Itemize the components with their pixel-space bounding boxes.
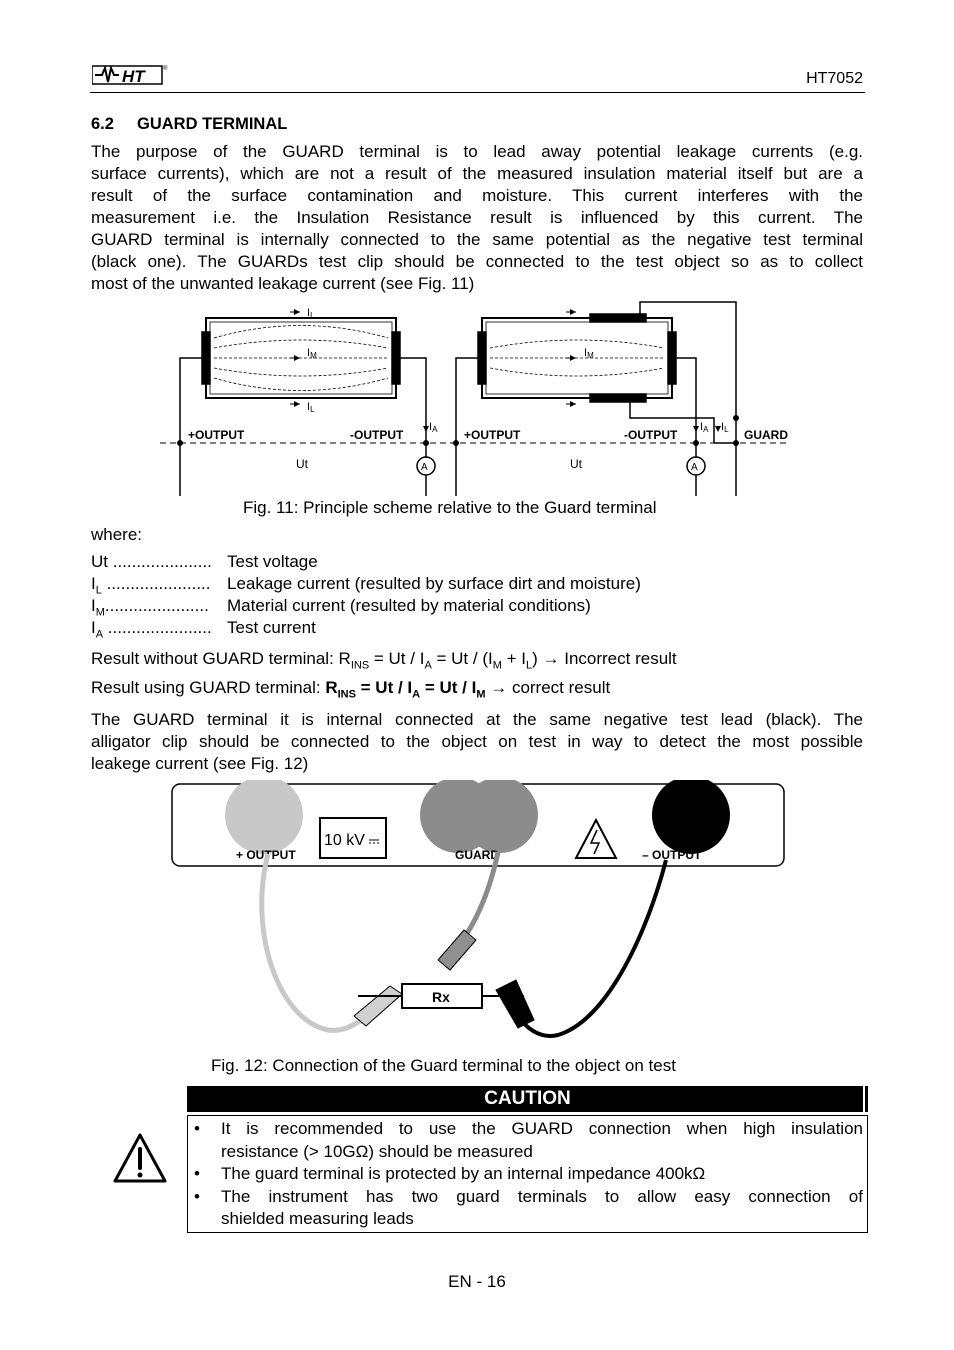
svg-text:+ OUTPUT: + OUTPUT [236,848,296,862]
svg-text:+OUTPUT: +OUTPUT [464,428,521,442]
svg-text:IA: IA [429,421,438,434]
legend-row: $I_M$...................... Material current (resulted by material conditions) [91,596,591,617]
svg-text:Ut: Ut [296,457,308,471]
svg-text:IL: IL [307,401,315,414]
svg-text:IM: IM [584,347,594,360]
text-line: (black one). The GUARDs test clip should be connected to the test object so as to collect [91,252,863,271]
text-line: measurement i.e. the Insulation Resistance result is influenced by this current. The [91,208,863,227]
section-heading [91,115,287,134]
text-line: surface currents), which are not a result of the measured insulation material itself but are a [91,164,863,183]
caution-title: CAUTION [187,1086,868,1112]
caution-item: • The guard terminal is protected by an internal impedance 400kΩ [190,1163,863,1186]
text-line: result of the surface contamination and moisture. This current interferes with the [91,186,863,205]
caution-list [190,1118,863,1231]
brand-text: HT [122,67,145,86]
svg-text:-OUTPUT: -OUTPUT [350,428,404,442]
text-line: GUARD terminal is internally connected to the same potential as the negative test terminal [91,230,863,249]
text-line: alligator clip should be connected to the object on test in way to detect the most possible [91,732,863,751]
svg-text:A: A [691,462,698,473]
caution-item: • It is recommended to use the GUARD connection when high insulation resistance (> 10GΩ) should be measured [194,1119,863,1161]
formula-without-guard: Result without GUARD terminal: $R_{INS} = Ut / I_A = Ut / (I_M + I_L)$ → Incorrect result [91,649,677,672]
svg-text:IL: IL [307,307,315,320]
guard-terminal-2 [462,780,538,853]
legend-desc: Leakage current (resulted by surface dirt and moisture) [227,574,641,593]
bullet-icon: • [194,1186,200,1206]
legend-row: $I_L$ ...................... Leakage current (resulted by surface dirt and moisture) [91,574,641,595]
svg-text:– OUTPUT: – OUTPUT [642,848,702,862]
svg-text:Rx: Rx [432,989,450,1005]
svg-text:IM: IM [307,347,317,360]
header-rule [90,92,865,93]
text-line: most of the unwanted leakage current (see Fig. 11) [91,274,475,293]
warning-triangle-icon [112,1132,168,1184]
caution-item: • The instrument has two guard terminals to allow easy connection of shielded measuring leads [194,1186,863,1228]
bullet-icon: • [194,1164,200,1183]
section-number: 6.2 [91,115,114,133]
text-line: The GUARD terminal it is internal connected at the same negative test lead (black). The [91,710,863,729]
fig11-caption: Fig. 11: Principle scheme relative to the Guard terminal [243,498,657,517]
legend-desc: Test voltage [227,552,318,571]
fig12-diagram [168,780,788,1042]
formula-with-guard: Result using GUARD terminal: $R_{INS} = Ut / I_A = Ut / I_M$ → correct result [91,678,611,701]
fig12-caption: Fig. 12: Connection of the Guard terminal to the object on test [211,1056,676,1075]
guard-paragraph [91,709,863,775]
model-name: HT7052 [806,70,863,87]
svg-text:IA: IA [700,421,709,434]
where-label: where: [91,525,143,544]
svg-text:-OUTPUT: -OUTPUT [624,428,678,442]
svg-text:+OUTPUT: +OUTPUT [188,428,245,442]
text-line: leakege current (see Fig. 12) [91,754,309,773]
intro-paragraph [91,141,863,295]
fig11-diagram [150,298,810,498]
legend-desc: Test current [227,618,316,637]
svg-text:IL: IL [721,421,729,434]
ht-logo [92,60,170,86]
svg-text:GUARD: GUARD [455,848,499,862]
symbol-legend [91,551,641,639]
svg-text:Ut: Ut [570,457,582,471]
svg-text:®: ® [163,66,168,72]
svg-text:10 kV: 10 kV [324,832,365,849]
legend-desc: Material current (resulted by material conditions) [227,596,591,615]
svg-text:A: A [421,462,428,473]
page-number: EN - 16 [448,1272,506,1291]
text-line: The purpose of the GUARD terminal is to lead away potential leakage currents (e.g. [91,142,863,161]
legend-row: $I_A$ ...................... Test current [91,618,316,639]
legend-row: Ut ..................... Test voltage [91,552,318,571]
bullet-icon: • [194,1119,200,1138]
svg-text:GUARD: GUARD [744,428,788,442]
section-title: GUARD TERMINAL [137,115,288,133]
